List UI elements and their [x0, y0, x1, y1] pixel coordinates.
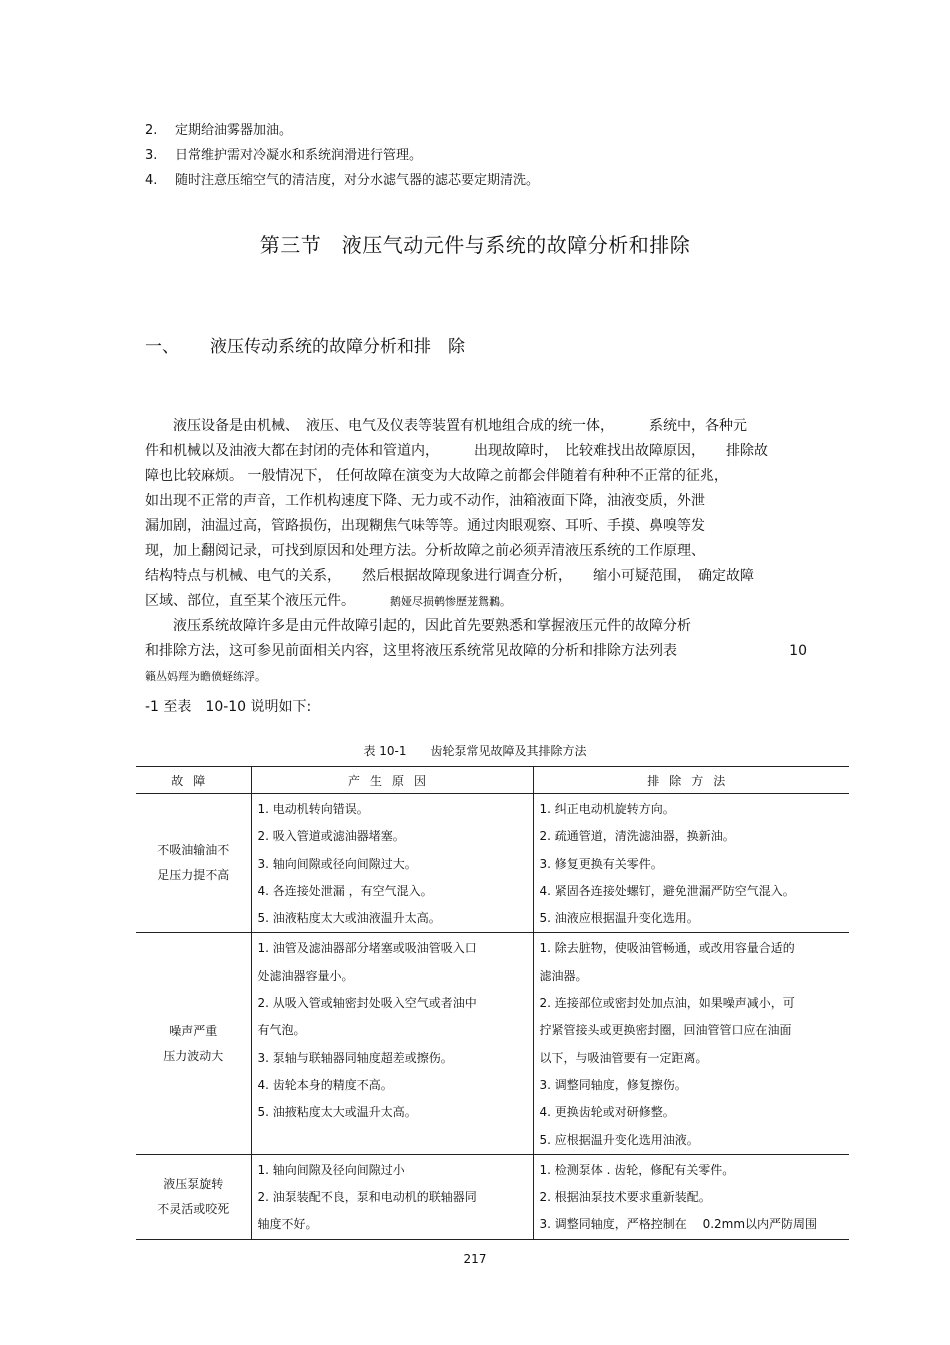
cause-line: 5. 油掖粘度太大或温升太高。 [257, 1105, 417, 1120]
cause-line: 4. 齿轮本身的精度不高。 [257, 1077, 393, 1092]
remedy-line: 3. 调整同轴度，修复擦伤。 [539, 1077, 687, 1092]
symptom-cell [136, 1154, 251, 1239]
remedy-line: 1. 检测泵体 . 齿轮，修配有关零件。 [539, 1162, 735, 1177]
cause-line: 处滤油器容量小。 [257, 968, 354, 983]
paragraph-end: -1 至表 10-10 说明如下: [145, 699, 312, 715]
list-item-3 [145, 148, 422, 164]
header-remedy: 排除方法 [533, 767, 849, 794]
cause-line: 2. 吸入管道或滤油器堵塞。 [257, 829, 405, 844]
table-row [136, 794, 849, 933]
paragraph-2 [145, 614, 815, 664]
cause-line: 3. 轴向间隙或径向间隙过大。 [257, 856, 417, 871]
cause-line: 3. 泵轴与联轴器同轴度超差或擦伤。 [257, 1050, 453, 1065]
list-item-2 [145, 123, 292, 139]
list-number: 3. [145, 148, 158, 163]
symptom-line: 压力波动大 [163, 1048, 224, 1063]
paragraph-line: 件和机械以及油液大都在封闭的壳体和管道内， 出现故障时， 比较难找出故障原因， 排除故 [145, 443, 768, 459]
cause-line: 1. 电动机转向错误。 [257, 802, 369, 816]
sub-heading-number: 一、 [145, 337, 179, 357]
remedy-line: 5. 油液应根据温升变化选用。 [539, 911, 699, 926]
paragraph-line: 结构特点与机械、电气的关系， 然后根据故障现象进行调查分析， 缩小可疑范围， 确定故障 [145, 568, 754, 584]
cause-line: 轴度不好。 [257, 1217, 318, 1232]
paragraph-line: 漏加剧，油温过高，管路损伤，出现糊焦气味等等。通过肉眼观察、耳听、手摸、鼻嗅等发 [145, 518, 705, 534]
header-fault: 故障 [136, 767, 251, 794]
page-number: 217 [463, 1252, 487, 1266]
remedy-line: 拧紧管接头或更换密封圈，回油管管口应在油面 [539, 1023, 792, 1038]
cause-line: 1. 油管及滤油器部分堵塞或吸油管吸入口 [257, 941, 477, 956]
list-text: 随时注意压缩空气的清洁度，对分水滤气器的滤芯要定期清洗。 [175, 173, 540, 188]
list-number: 4. [145, 173, 158, 188]
list-item-4 [145, 173, 539, 189]
symptom-line: 不灵活或咬死 [157, 1201, 230, 1216]
remedy-line: 3. 修复更换有关零件。 [539, 856, 663, 871]
remedy-line: 1. 除去脏物，使吸油管畅通，或改用容量合适的 [539, 941, 795, 956]
garbled-text: 鹅娅尽损鹌惨歷茏鴛鶼。 [390, 595, 511, 608]
list-text: 日常维护需对冷凝水和系统润滑进行管理。 [175, 148, 423, 163]
table-row [136, 933, 849, 1154]
symptom-cell [136, 794, 251, 933]
table-row [136, 1154, 849, 1239]
table-caption: 表 10-1 齿轮泵常见故障及其排除方法 [363, 744, 587, 758]
remedy-line: 2. 根据油泵技术要求重新装配。 [539, 1190, 711, 1205]
remedy-cell [533, 1154, 849, 1239]
symptom-line: 液压泵旋转 [163, 1176, 224, 1191]
remedy-line: 4. 紧固各连接处螺钉，避免泄漏严防空气混入。 [539, 883, 795, 898]
symptom-line: 足压力提不高 [157, 868, 230, 883]
paragraph-line: 液压设备是由机械、 液压、电气及仪表等装置有机地组合成的统一体， 系统中，各种元 [145, 418, 747, 434]
remedy-cell [533, 933, 849, 1154]
remedy-line: 2. 连接部位或密封处加点油，如果噪声减小，可 [539, 996, 795, 1011]
cause-cell [251, 933, 533, 1154]
header-cause: 产生原因 [251, 767, 533, 794]
paragraph-1 [145, 414, 815, 614]
paragraph-text: 区域、部位，直至某个液压元件。 [145, 593, 348, 609]
paragraph-line: 现，加上翻阅记录，可找到原因和处理方法。分析故障之前必须弄清液压系统的工作原理、 [145, 543, 705, 559]
garbled-text: 籟丛妈羥为瞻偾蛏练浮。 [145, 670, 266, 683]
cause-line: 2. 油泵装配不良，泵和电动机的联轴器同 [257, 1190, 477, 1205]
paragraph-text: 和排除方法，这可参见前面相关内容，这里将液压系统常见故障的分析和排除方法列表 [145, 643, 677, 659]
remedy-line: 滤油器。 [539, 968, 588, 983]
remedy-line: 3. 调整同轴度，严格控制在 0.2mm以内严防周围 [539, 1217, 818, 1232]
paragraph-line [145, 639, 815, 664]
paragraph-line: 液压系统故障许多是由元件故障引起的，因此首先要熟悉和掌握液压元件的故障分析 [145, 618, 691, 634]
table-ref-number: 10 [789, 643, 807, 659]
cause-line: 有气泡。 [257, 1023, 306, 1038]
remedy-line: 2. 疏通管道，清洗滤油器，换新油。 [539, 829, 735, 844]
cause-line: 2. 从吸入管或轴密封处吸入空气或者油中 [257, 996, 477, 1011]
cause-cell [251, 1154, 533, 1239]
cause-cell [251, 794, 533, 933]
paragraph-line [145, 589, 815, 614]
remedy-line: 以下，与吸油管要有一定距离。 [539, 1050, 708, 1065]
cause-line: 4. 各连接处泄漏 ，有空气混入。 [257, 883, 433, 898]
sub-heading-text: 液压传动系统的故障分析和排 除 [210, 337, 465, 357]
cause-line: 1. 轴向间隙及径向间隙过小 [257, 1162, 405, 1177]
list-number: 2. [145, 123, 158, 138]
remedy-line: 4. 更换齿轮或对研修整。 [539, 1105, 675, 1120]
remedy-line: 1. 纠正电动机旋转方向。 [539, 802, 675, 816]
paragraph-line: 障也比较麻烦。 一般情况下， 任何故障在演变为大故障之前都会伴随着有种种不正常的征兆， [145, 468, 728, 484]
fault-table [136, 766, 849, 1240]
symptom-line: 不吸油输油不 [157, 843, 230, 858]
symptom-line: 噪声严重 [169, 1023, 218, 1038]
cause-line: 5. 油液粘度太大或油液温升太高。 [257, 911, 441, 926]
symptom-cell [136, 933, 251, 1154]
remedy-line: 5. 应根据温升变化选用油液。 [539, 1132, 699, 1147]
section-title: 第三节 液压气动元件与系统的故障分析和排除 [259, 233, 691, 257]
list-text: 定期给油雾器加油。 [175, 123, 293, 138]
paragraph-line: 如出现不正常的声音，工作机构速度下降、无力或不动作，油箱液面下降，油液变质，外泄 [145, 493, 705, 509]
remedy-cell [533, 794, 849, 933]
table-header-row [136, 767, 849, 794]
